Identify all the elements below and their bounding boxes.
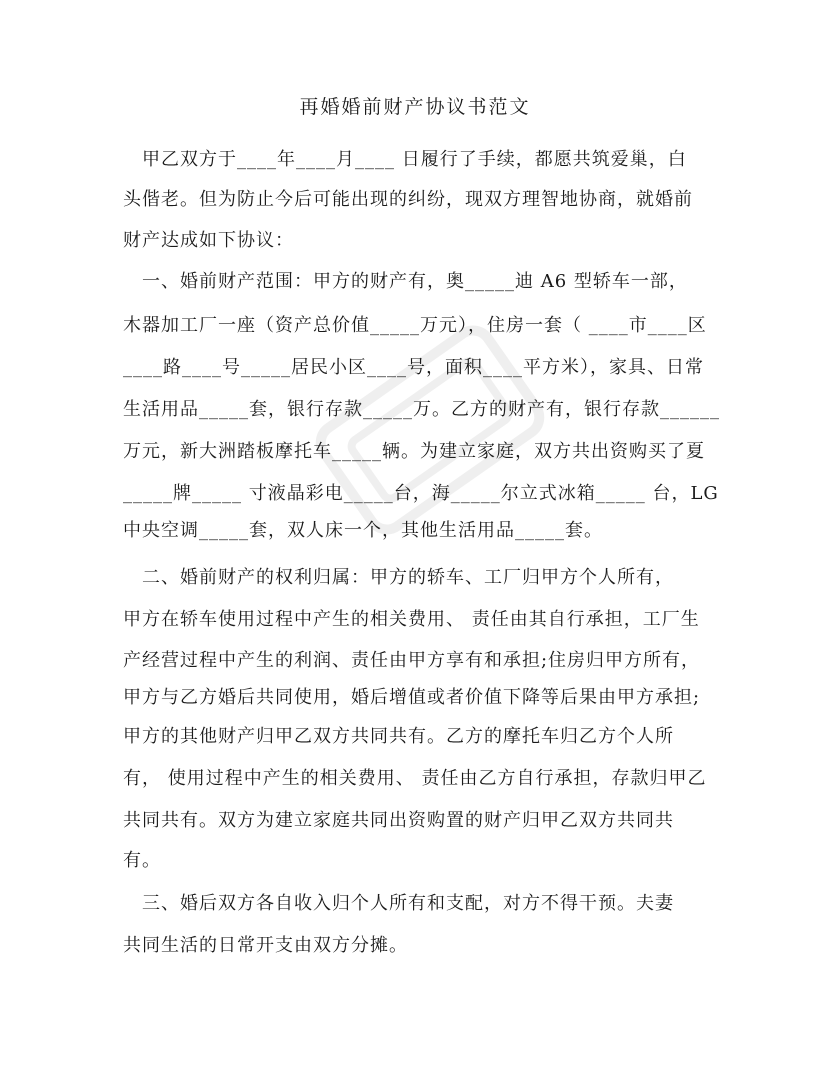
paragraph-line: _____牌_____ 寸液晶彩电_____台，海_____尔立式冰箱_____ 台，LG <box>123 483 719 504</box>
paragraph-line: 甲方与乙方婚后共同使用，婚后增值或者价值下降等后果由甲方承担; <box>123 687 701 708</box>
paragraph-line: 万元，新大洲踏板摩托车_____辆。为建立家庭，双方共出资购买了夏 <box>123 441 705 462</box>
paragraph-line: 甲方的其他财产归甲乙双方共同共有。乙方的摩托车归乙方个人所 <box>123 726 674 747</box>
document-title: 再婚婚前财产协议书范文 <box>299 96 531 118</box>
paragraph-line: 生活用品_____套，银行存款_____万。乙方的财产有，银行存款______ <box>123 399 720 420</box>
paragraph-line: 财产达成如下协议： <box>123 230 294 251</box>
paragraph-line: 共同生活的日常开支由双方分摊。 <box>123 935 408 956</box>
paragraph-line: 有。 <box>123 850 161 871</box>
paragraph-line: 共同共有。双方为建立家庭共同出资购置的财产归甲乙双方共同共 <box>123 810 674 831</box>
paragraph-line: 甲乙双方于____年____月____ 日履行了手续，都愿共筑爱巢，白 <box>123 149 687 170</box>
paragraph-line: 三、婚后双方各自收入归个人所有和支配，对方不得干预。夫妻 <box>123 893 674 914</box>
paragraph-line: ____路____号_____居民小区____号，面积____平方米），家具、日常 <box>123 357 704 378</box>
paragraph-line: 产经营过程中产生的利润、责任由甲方享有和承担;住房归甲方所有， <box>123 650 701 671</box>
paragraph-line: 木器加工厂一座（资产总价值_____万元），住房一套（ ____市____区 <box>123 315 707 336</box>
paragraph-line: 头偕老。但为防止今后可能出现的纠纷，现双方理智地协商，就婚前 <box>123 189 693 210</box>
paragraph-line: 一、婚前财产范围：甲方的财产有，奥_____迪 A6 型轿车一部， <box>123 271 688 292</box>
paragraph-line: 二、婚前财产的权利归属：甲方的轿车、工厂归甲方个人所有， <box>123 567 674 588</box>
paragraph-line: 甲方在轿车使用过程中产生的相关费用、 责任由其自行承担，工厂生 <box>123 609 700 630</box>
paragraph-line: 有， 使用过程中产生的相关费用、 责任由乙方自行承担，存款归甲乙 <box>123 768 707 789</box>
paragraph-line: 中央空调_____套，双人床一个，其他生活用品_____套。 <box>123 520 603 541</box>
